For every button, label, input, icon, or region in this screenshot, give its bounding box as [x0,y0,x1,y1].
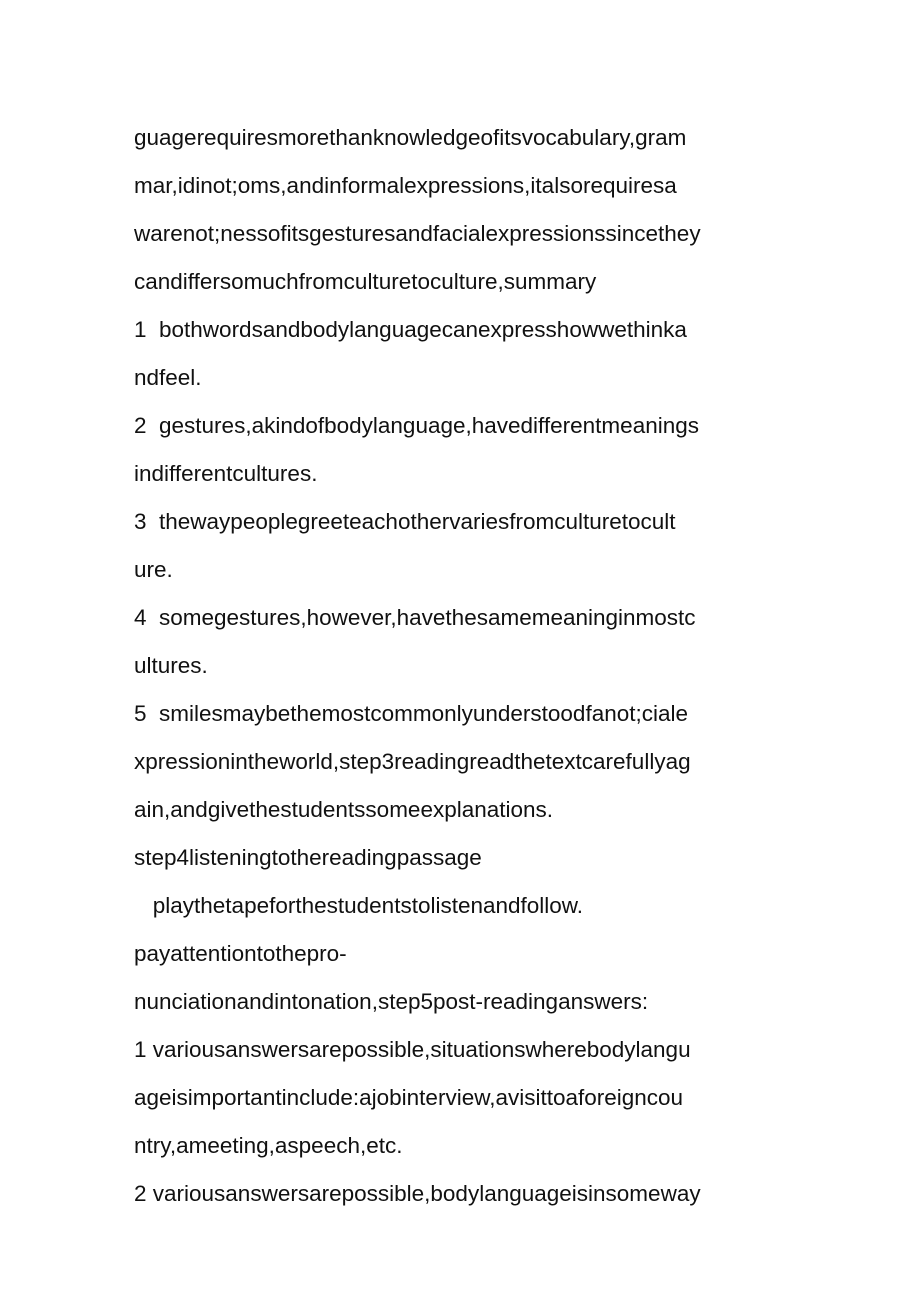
summary-item-2: 2 gestures,akindofbodylanguage,havedifferentmeanings [134,413,699,438]
text-line: mar,idinot;oms,andinformalexpressions,italsorequiresa [134,173,677,198]
summary-item-4: 4 somegestures,however,havethesamemeaninginmostc [134,605,696,630]
text-line: ain,andgivethestudentssomeexplanations. [134,797,554,822]
text-line: payattentiontothepro- [134,941,347,966]
text-line: nunciationandintonation,step5post-readinganswers: [134,989,649,1014]
answer-item-2: 2 variousanswersarepossible,bodylanguageisinsomeway [134,1181,701,1206]
document-body [134,118,794,1222]
step-heading: step4listeningtothereadingpassage [134,845,482,870]
text-line: ultures. [134,653,208,678]
answer-item-1: 1 variousanswersarepossible,situationswherebodylangu [134,1037,691,1062]
text-line: guagerequiresmorethanknowledgeofitsvocabulary,gram [134,125,687,150]
text-line: ure. [134,557,173,582]
text-line: ageisimportantinclude:ajobinterview,avisittoaforeigncou [134,1085,684,1110]
summary-item-1: 1 bothwordsandbodylanguagecanexpresshowwethinka [134,317,687,342]
text-line: ndfeel. [134,365,202,390]
text-line: indifferentcultures. [134,461,318,486]
text-line: candiffersomuchfromculturetoculture,summary [134,269,597,294]
text-line: xpressionintheworld,step3readingreadthetextcarefullyag [134,749,691,774]
text-line: warenot;nessofitsgesturesandfacialexpressionssincethey [134,221,701,246]
text-line: playthetapeforthestudentstolistenandfollow. [134,893,584,918]
summary-item-5: 5 smilesmaybethemostcommonlyunderstoodfanot;ciale [134,701,689,726]
summary-item-3: 3 thewaypeoplegreeteachothervariesfromculturetocult [134,509,676,534]
text-line: ntry,ameeting,aspeech,etc. [134,1133,403,1158]
